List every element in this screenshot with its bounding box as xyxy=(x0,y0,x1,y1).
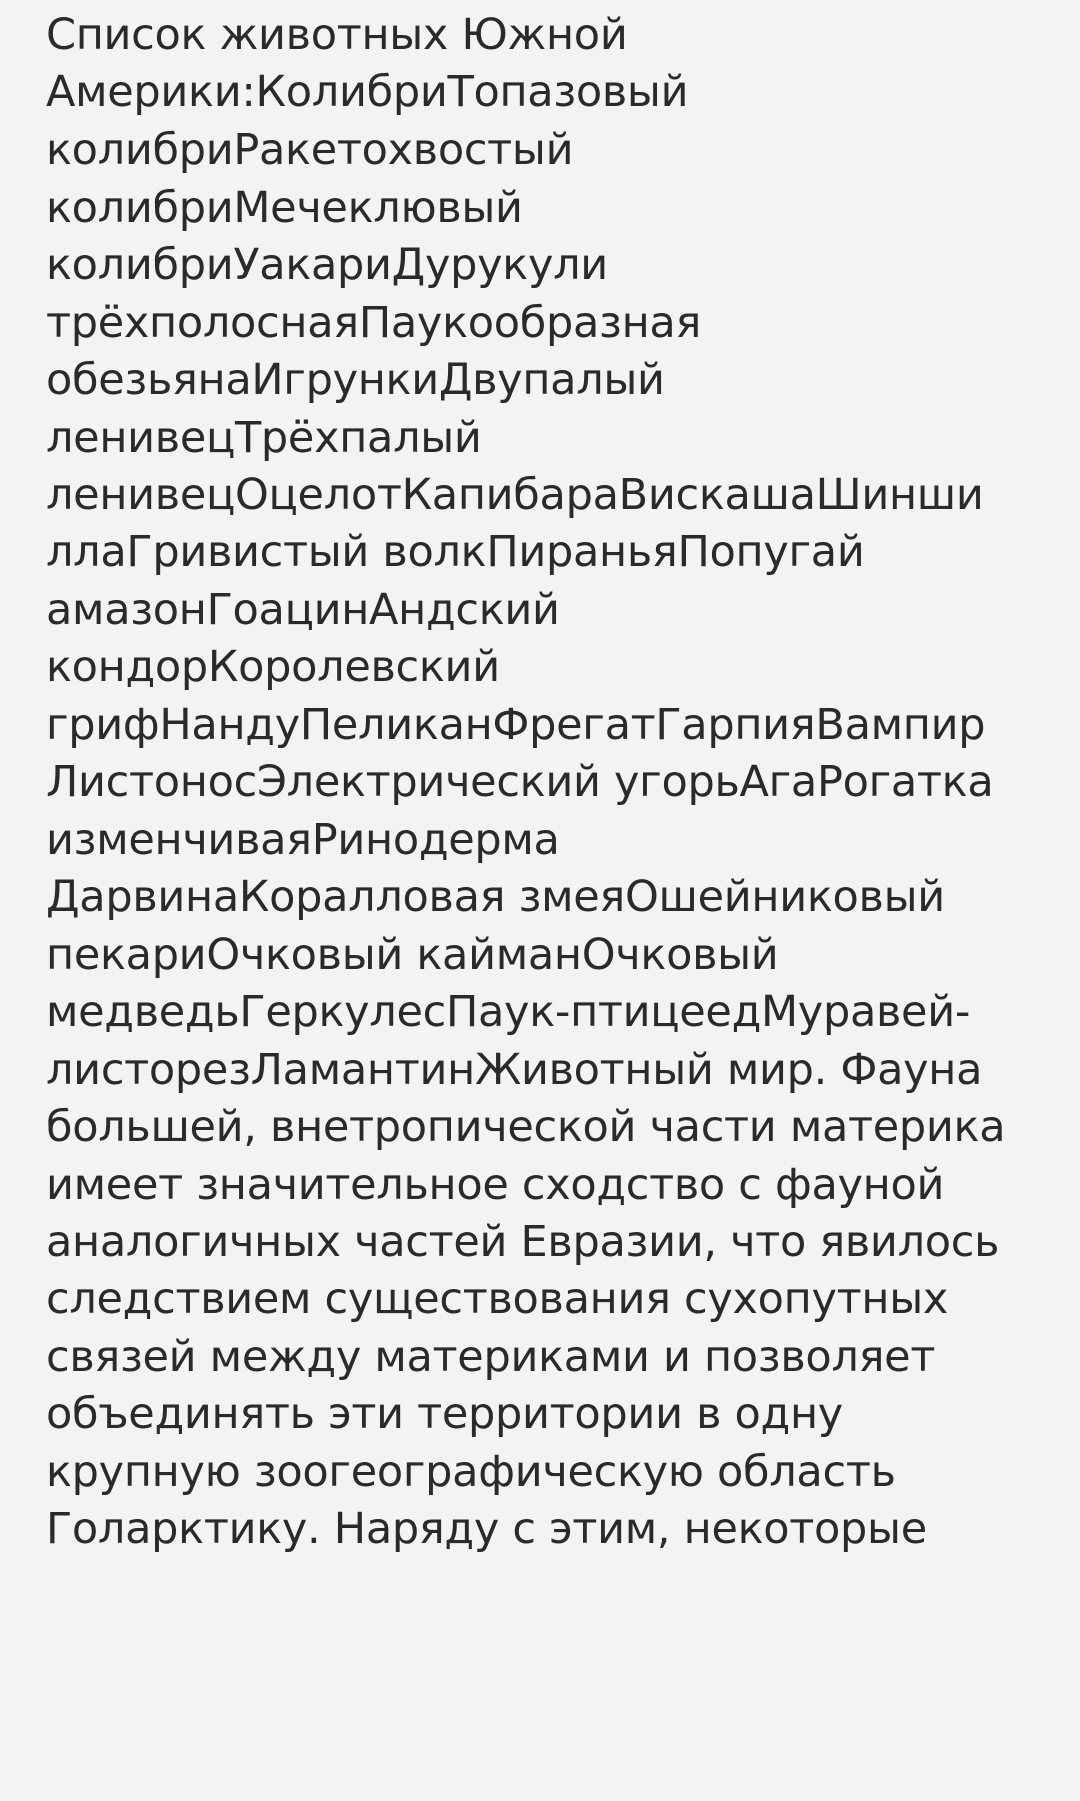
text-line: ленивецТрёхпалый xyxy=(46,413,482,463)
text-line: объединять эти территории в одну xyxy=(46,1389,843,1439)
text-line: кондорКоролевский xyxy=(46,642,500,692)
text-line: колибриМечеклювый xyxy=(46,183,523,233)
text-line: аналогичных частей Евразии, что явилось xyxy=(46,1217,1000,1267)
text-line: грифНандуПеликанФрегатГарпияВампир xyxy=(46,700,986,750)
text-line: большей, внетропической части материка xyxy=(46,1102,1006,1152)
text-line: Голарктику. Наряду с этим, некоторые xyxy=(46,1504,927,1554)
text-line: крупную зоогеографическую область xyxy=(46,1447,896,1497)
text-line: колибриРакетохвостый xyxy=(46,125,574,175)
text-line: трёхполоснаяПаукообразная xyxy=(46,298,702,348)
text-line: следствием существования сухопутных xyxy=(46,1274,948,1324)
text-line: ДарвинаКоралловая змеяОшейниковый xyxy=(46,872,945,922)
text-line: обезьянаИгрункиДвупалый xyxy=(46,355,665,405)
text-line: имеет значительное сходство с фауной xyxy=(46,1160,945,1210)
text-line: изменчиваяРинодерма xyxy=(46,815,560,865)
text-line: ЛистоносЭлектрический угорьАгаРогатка xyxy=(46,757,994,807)
text-line: связей между материками и позволяет xyxy=(46,1332,936,1382)
text-line: Америки:КолибриТопазовый xyxy=(46,67,689,117)
text-line: колибриУакариДурукули xyxy=(46,240,608,290)
text-line: амазонГоацинАндский xyxy=(46,585,560,635)
text-line: пекариОчковый кайманОчковый xyxy=(46,930,779,980)
text-line: Список животных Южной xyxy=(46,10,628,60)
text-line: листорезЛамантинЖивотный мир. Фауна xyxy=(46,1045,983,1095)
text-line: ллаГривистый волкПираньяПопугай xyxy=(46,527,865,577)
text-line: медведьГеркулесПаук-птицеедМуравей- xyxy=(46,987,971,1037)
text-line: ленивецОцелотКапибараВискашаШинши xyxy=(46,470,984,520)
